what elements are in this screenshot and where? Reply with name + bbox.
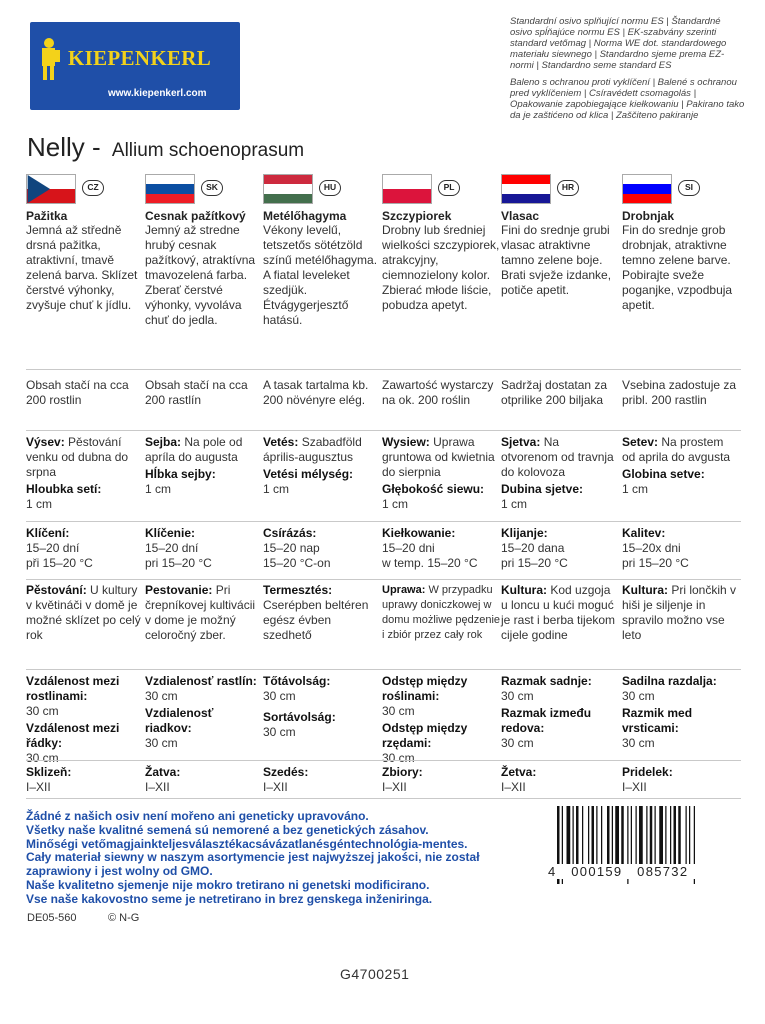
sowing-info: [26, 435, 144, 512]
standard-seed-text: Standardní osivo splňující normu ES | Štandardné osivo spĺňajúce normu ES | EK-szabvány szerinti standard vetőmag | Norma WE dot. standardowego materiału siewnego | Standardno sjeme prema EZ-normi | Standardno seme standard ES: [510, 16, 727, 71]
sowing-depth-value: 1 cm: [382, 497, 409, 511]
germination-info: [145, 526, 263, 571]
cultivation-info: [263, 583, 381, 643]
sowing-depth-value: 1 cm: [263, 482, 290, 496]
language-description: Jemná až středně drsná pažitka, atraktivní, tmavě zelená barva. Sklízet čerstvé výhonky, zvyšuje chuť k jídlu.: [26, 223, 138, 312]
plant-spacing-value: 30 cm: [263, 689, 296, 703]
country-code-badge: CZ: [82, 180, 104, 196]
plant-spacing-label: Vzdálenost mezi rostlinami:: [26, 674, 120, 703]
sowing-depth-label: Vetési mélység:: [263, 467, 354, 481]
flag-hu-icon: [263, 174, 313, 204]
harvest-label: Žatva:: [145, 765, 181, 779]
germination-info: [501, 526, 619, 571]
divider: [26, 521, 741, 522]
plant-spacing-label: Vzdialenosť rastlín:: [145, 674, 257, 688]
plant-spacing-value: 30 cm: [145, 689, 178, 703]
germination-label: Csírázás:: [263, 526, 317, 540]
row-spacing-value: 30 cm: [263, 725, 296, 739]
harvest-info: [145, 765, 263, 795]
sowing-period: Na pole od apríla do augusta: [145, 435, 243, 464]
sowing-info: [382, 435, 500, 512]
sowing-period: Na otvorenom od travnja do kolovoza: [501, 435, 614, 479]
flag-cz-icon: [26, 174, 76, 204]
flag-si-icon: [622, 174, 672, 204]
gmo-line: Cały materiał siewny w naszym asortymencie jest najwyższej jakości, nie został zaprawiony i jest wolny od GMO.: [26, 850, 480, 879]
germination-info: [26, 526, 144, 571]
harvest-label: Szedés:: [263, 765, 309, 779]
cultivation-info: [145, 583, 263, 643]
sowing-info: [145, 435, 263, 497]
divider: [26, 369, 741, 370]
print-code: DE05-560: [27, 912, 77, 924]
country-code-badge: SI: [678, 180, 700, 196]
language-plant-name: Drobnjak: [622, 209, 675, 223]
gmo-line: Minőségi vetőmagjainkteljesválasztékacsávázatlanésgéntechnológia-mentes.: [26, 836, 468, 851]
germination-temperature: pri 15–20 °C: [622, 556, 689, 570]
copyright-text: © N-G: [108, 912, 140, 924]
germination-label: Klíčení:: [26, 526, 70, 540]
product-code: G4700251: [340, 966, 410, 982]
latin-name: Allium schoenoprasum: [111, 140, 305, 161]
harvest-label: Žetva:: [501, 765, 537, 779]
language-description: Drobny lub średniej wielkości szczypiorek, atrakcyjny, ciemnozielony kolor. Zbierać młode liście, pobudza apetyt.: [382, 223, 500, 312]
divider: [26, 579, 741, 580]
sowing-period: Szabadföld április-augusztus: [263, 435, 362, 464]
row-spacing-label: Vzdálenost mezi řádky:: [26, 721, 120, 750]
germination-label: Kiełkowanie:: [382, 526, 456, 540]
plant-spacing-value: 30 cm: [622, 689, 655, 703]
language-plant-name: Vlasac: [501, 209, 540, 223]
logo-url: www.kiepenkerl.com: [108, 88, 207, 99]
harvest-info: [263, 765, 381, 795]
sowing-info: [263, 435, 381, 497]
sowing-depth-label: Globina setve:: [622, 467, 705, 481]
germination-info: [382, 526, 500, 571]
gmo-line: Žádné z našich osiv není mořeno ani geneticky upravováno.: [26, 809, 369, 823]
harvest-period: I–XII: [501, 780, 526, 794]
seed-quantity: A tasak tartalma kb. 200 növényre elég.: [263, 378, 369, 407]
plant-spacing-label: Sadilna razdalja:: [622, 674, 717, 688]
germination-temperature: pri 15–20 °C: [501, 556, 568, 570]
sowing-depth-value: 1 cm: [622, 482, 649, 496]
harvest-period: I–XII: [263, 780, 288, 794]
germination-info: [622, 526, 740, 571]
spacing-info: [263, 674, 381, 740]
spacing-info: [622, 674, 740, 751]
germination-temperature: 15–20 °C-on: [263, 556, 331, 570]
kiepenkerl-figure-icon: [38, 34, 62, 84]
germination-temperature: w temp. 15–20 °C: [382, 556, 478, 570]
spacing-info: [145, 674, 263, 751]
harvest-info: [26, 765, 144, 795]
sowing-period: Pěstování venku od dubna do srpna: [26, 435, 129, 479]
row-spacing-value: 30 cm: [26, 751, 59, 765]
sowing-depth-value: 1 cm: [26, 497, 53, 511]
language-description: Jemný až stredne hrubý cesnak pažítkový, atraktívna tmavozelená farba. Zberať čerstvé výhonky, vyvoláva chuť do jedla.: [145, 223, 256, 327]
seed-quantity: Sadržaj dostatan za otprilike 200 biljaka: [501, 378, 608, 407]
cultivation-label: Uprawa:: [382, 584, 426, 596]
cultivation-text: Pri lončkih v hiši je siljenje in spravilo možno vse leto: [622, 583, 737, 642]
spacing-info: [26, 674, 144, 766]
sowing-depth-label: Głębokość siewu:: [382, 482, 485, 496]
flag-sk-icon: [145, 174, 195, 204]
plant-spacing-value: 30 cm: [26, 704, 59, 718]
harvest-period: I–XII: [382, 780, 407, 794]
germination-temperature: pri 15–20 °C: [145, 556, 212, 570]
row-spacing-value: 30 cm: [145, 736, 178, 750]
germination-days: 15–20 dní: [26, 541, 80, 555]
harvest-info: [382, 765, 500, 795]
germination-info: [263, 526, 381, 571]
language-plant-name: Cesnak pažítkový: [145, 209, 246, 223]
plant-spacing-value: 30 cm: [382, 704, 415, 718]
row-spacing-value: 30 cm: [501, 736, 534, 750]
sowing-label: Sjetva:: [501, 435, 541, 449]
cultivation-text: Cserépben beltéren egész évben szedhető: [263, 598, 369, 642]
country-code-badge: HU: [319, 180, 341, 196]
cultivation-info: [26, 583, 144, 643]
language-description: Fini do srednje grubi vlasac atraktivne tamno zelene boje. Brati svježe izdanke, potiče apetit.: [501, 223, 612, 297]
row-spacing-label: Vzdialenosť riadkov:: [145, 706, 214, 735]
language-column: [263, 174, 383, 328]
germination-days: 15–20 nap: [263, 541, 320, 555]
language-plant-name: Szczypiorek: [382, 209, 452, 223]
divider: [26, 669, 741, 670]
language-description: Vékony levelű, tetszetős sötétzöld színű metélőhagyma. A fiatal leveleket szedjük. Étvágygerjesztő hatású.: [263, 223, 378, 327]
plant-spacing-label: Odstęp między roślinami:: [382, 674, 468, 703]
product-title: [27, 132, 304, 163]
gmo-line: Všetky naše kvalitné semená sú nemorené a bez genetických zásahov.: [26, 822, 429, 837]
language-column: [501, 174, 621, 298]
row-spacing-label: Razmik med vrsticami:: [622, 706, 693, 735]
plant-spacing-label: Razmak sadnje:: [501, 674, 592, 688]
harvest-info: [501, 765, 619, 795]
seed-quantity: Vsebina zadostuje za pribl. 200 rastlin: [622, 378, 737, 407]
cultivation-info: [622, 583, 740, 643]
sowing-label: Sejba:: [145, 435, 182, 449]
germination-label: Klíčenie:: [145, 526, 196, 540]
logo-brand-text: KIEPENKERL: [68, 46, 212, 70]
seed-quantity: Obsah stačí na cca 200 rostlin: [26, 378, 129, 407]
plant-spacing-value: 30 cm: [501, 689, 534, 703]
gmo-statement: [26, 810, 511, 907]
kiepenkerl-logo: [30, 22, 240, 110]
germination-days: 15–20 dní: [145, 541, 199, 555]
cultivation-label: Pěstování:: [26, 583, 87, 597]
row-spacing-value: 30 cm: [382, 751, 415, 765]
cultivation-label: Termesztés:: [263, 583, 333, 597]
harvest-label: Pridelek:: [622, 765, 673, 779]
harvest-period: I–XII: [26, 780, 51, 794]
sowing-info: [622, 435, 740, 497]
harvest-info: [622, 765, 740, 795]
country-code-badge: PL: [438, 180, 460, 196]
cultivation-label: Pestovanie:: [145, 583, 213, 597]
language-column: [145, 174, 265, 328]
spacing-info: [382, 674, 500, 766]
seed-quantity: Zawartość wystarczy na ok. 200 roślin: [382, 378, 494, 407]
flag-pl-icon: [382, 174, 432, 204]
cultivation-label: Kultura:: [622, 583, 668, 597]
cultivation-info: [501, 583, 619, 643]
row-spacing-label: Odstęp między rzędami:: [382, 721, 468, 750]
gmo-line: Vse naše kakovostno seme je netretirano in brez genskega inženiringa.: [26, 891, 433, 906]
sowing-label: Vetés:: [263, 435, 299, 449]
sowing-depth-label: Dubina sjetve:: [501, 482, 584, 496]
germination-days: 15–20 dni: [382, 541, 435, 555]
sowing-period: Na prostem od aprila do avgusta: [622, 435, 731, 464]
sowing-depth-label: Hĺbka sejby:: [145, 467, 216, 481]
sowing-depth-value: 1 cm: [501, 497, 528, 511]
divider: [26, 430, 741, 431]
sowing-depth-value: 1 cm: [145, 482, 172, 496]
language-plant-name: Pažitka: [26, 209, 68, 223]
row-spacing-label: Sortávolság:: [263, 710, 336, 724]
seed-quantity: Obsah stačí na cca 200 rastlín: [145, 378, 248, 407]
cultivation-label: Kultura:: [501, 583, 547, 597]
language-column: [382, 174, 502, 313]
cultivation-info: [382, 583, 500, 643]
barcode-number: 4 000159 085732: [548, 864, 728, 879]
flag-hr-icon: [501, 174, 551, 204]
sowing-info: [501, 435, 619, 512]
cultivation-text: Pri črepníkovej kultivácii v dome je možný celoročný zber.: [145, 583, 256, 642]
sowing-label: Setev:: [622, 435, 659, 449]
harvest-period: I–XII: [145, 780, 170, 794]
cultivation-text: U kultury v květináči v domě je možné sklízet po celý rok: [26, 583, 141, 642]
packaging-text: Baleno s ochranou proti vyklíčení | Balené s ochranou pred vyklíčeniem | Csíravédett csomagolás | Opakowanie zapobiegające kiełkowaniu | Pakirano tako da je zaštićeno od klica | Zaščiteno pakiranje: [510, 77, 745, 121]
language-column: [622, 174, 742, 313]
harvest-period: I–XII: [622, 780, 647, 794]
plant-spacing-label: Tőtávolság:: [263, 674, 331, 688]
language-description: Fin do srednje grob drobnjak, atraktivne temno zelene barve. Pobirajte sveže poganjke, vzpodbuja apetit.: [622, 223, 733, 312]
harvest-label: Sklizeň:: [26, 765, 72, 779]
sowing-label: Výsev:: [26, 435, 65, 449]
germination-temperature: při 15–20 °C: [26, 556, 93, 570]
variety-name: Nelly -: [27, 132, 101, 162]
sowing-label: Wysiew:: [382, 435, 430, 449]
cultivation-text: Kod uzgoja u loncu u kući moguć je rast i berba tijekom cijele godine: [501, 583, 616, 642]
germination-label: Klijanje:: [501, 526, 548, 540]
language-plant-name: Metélőhagyma: [263, 209, 347, 223]
germination-days: 15–20x dni: [622, 541, 681, 555]
divider: [26, 760, 741, 761]
sowing-depth-label: Hloubka setí:: [26, 482, 102, 496]
germination-days: 15–20 dana: [501, 541, 565, 555]
country-code-badge: HR: [557, 180, 579, 196]
germination-label: Kalitev:: [622, 526, 666, 540]
country-code-badge: SK: [201, 180, 223, 196]
row-spacing-value: 30 cm: [622, 736, 655, 750]
sowing-period: Uprawa gruntowa od kwietnia do sierpnia: [382, 435, 495, 479]
gmo-line: Naše kvalitetno sjemenje nije mokro tretirano ni genetski modificirano.: [26, 877, 430, 892]
row-spacing-label: Razmak između redova:: [501, 706, 592, 735]
divider: [26, 798, 741, 799]
harvest-label: Zbiory:: [382, 765, 423, 779]
cultivation-text: W przypadku uprawy doniczkowej w domu możliwe pędzenie i zbiór przez cały rok: [382, 584, 501, 641]
spacing-info: [501, 674, 619, 751]
language-column: [26, 174, 146, 313]
